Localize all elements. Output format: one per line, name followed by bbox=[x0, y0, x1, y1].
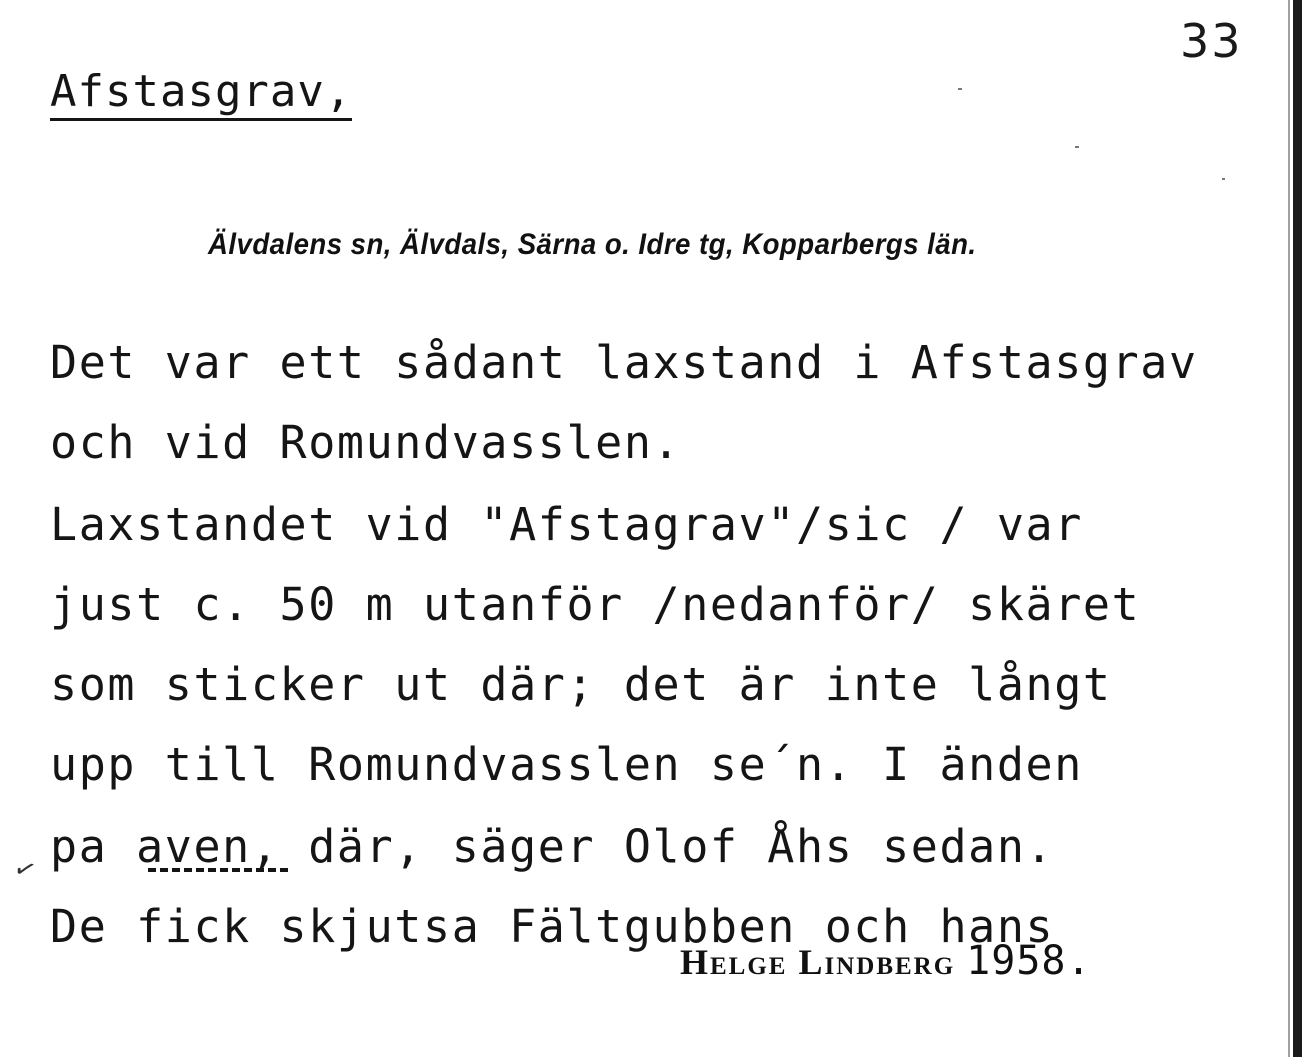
paper-speck bbox=[1222, 178, 1225, 180]
location-stamp: Älvdalens sn, Älvdals, Särna o. Idre tg, Kopparbergs län. bbox=[208, 228, 977, 261]
text-line-3: Laxstandet vid "Afstagrav"/sic / var bbox=[50, 498, 1083, 551]
text-line-5: som sticker ut där; det är inte långt bbox=[50, 658, 1112, 711]
paper-speck bbox=[1075, 146, 1079, 148]
paper-speck bbox=[958, 88, 962, 90]
page-number: 33 bbox=[1180, 14, 1243, 68]
margin-check-mark: ✓ bbox=[9, 852, 41, 888]
text-line-6: upp till Romundvasslen se´n. I änden bbox=[50, 738, 1083, 791]
signature bbox=[680, 938, 1092, 984]
card-heading: Afstasgrav, bbox=[50, 68, 352, 121]
text-line-2: och vid Romundvasslen. bbox=[50, 416, 682, 469]
text-line-1: Det var ett sådant laxstand i Afstasgrav bbox=[50, 336, 1198, 389]
card-edge-shadow bbox=[1288, 0, 1290, 1057]
text-line-4: just c. 50 m utanför /nedanför/ skäret bbox=[50, 578, 1141, 631]
card-right-edge bbox=[1293, 0, 1302, 1057]
text-line-8: De fick skjutsa Fältgubben och hans bbox=[50, 900, 1055, 953]
signature-year: 1958. bbox=[966, 938, 1092, 984]
text-line-7: pa aven, där, säger Olof Åhs sedan. bbox=[50, 820, 1055, 873]
dashed-underline-mark bbox=[148, 868, 288, 872]
signature-name: Helge Lindberg bbox=[680, 942, 956, 982]
